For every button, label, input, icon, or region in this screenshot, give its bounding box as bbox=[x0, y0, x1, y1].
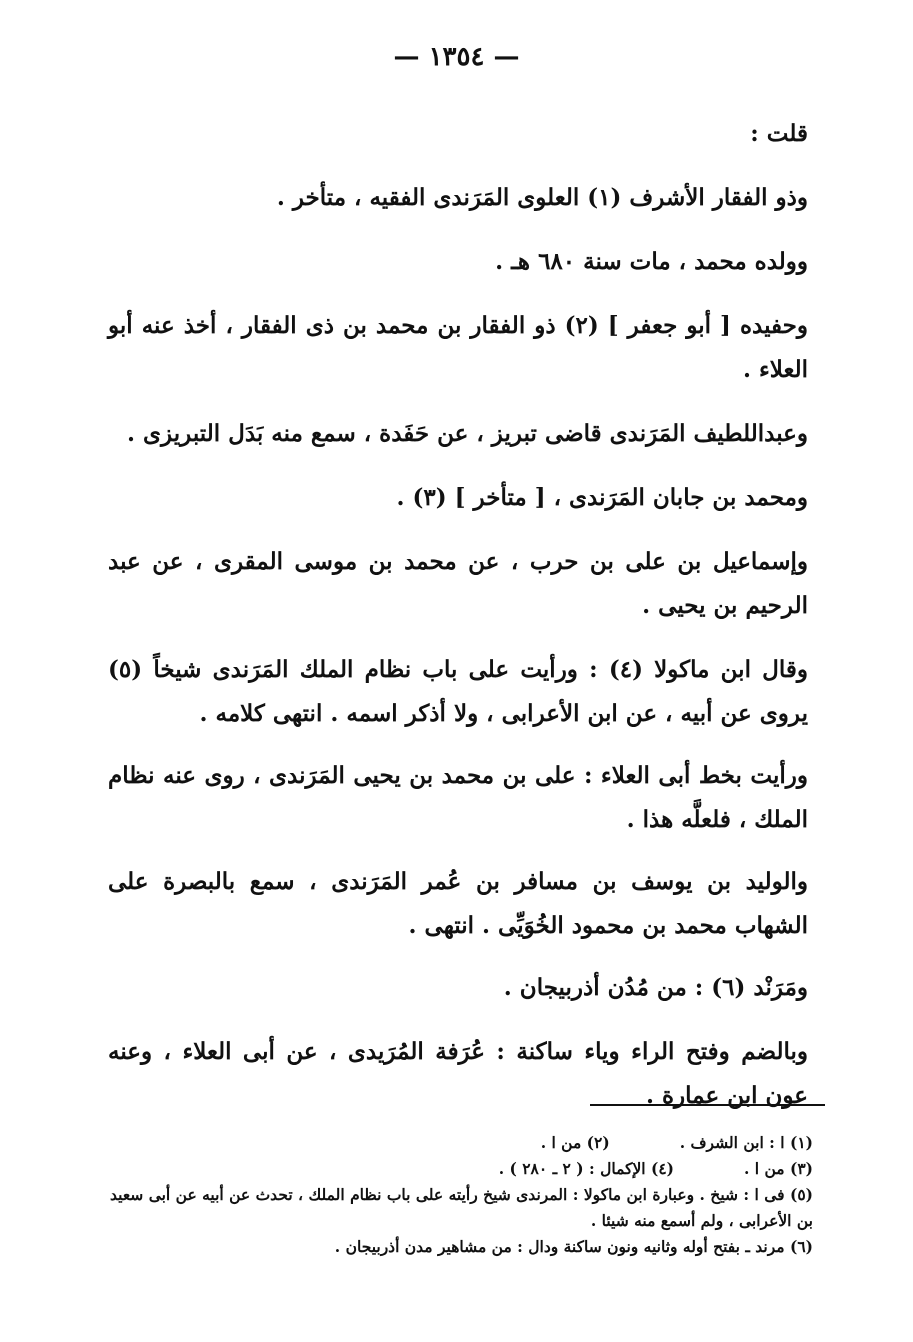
paragraph: ومَرَنْد (٦) : من مُدُن أذربيجان . bbox=[503, 974, 808, 1001]
paragraph: وقال ابن ماكولا (٤) : ورأيت على باب نظام الملك المَرَندى شيخاً (٥) يروى عن أبيه ، عن ابن الأعرابى ، ولا أذكر اسمه . انتهى كلامه . bbox=[108, 656, 808, 727]
paragraph: وبالضم وفتح الراء وياء ساكنة : عُرَفة المُرَيدى ، عن أبى العلاء ، وعنه عون ابن عمارة . bbox=[108, 1038, 808, 1109]
footnote-5: (٥) فى ا : شيخ . وعبارة ابن ماكولا : المرندى شيخ رأيته على باب نظام الملك ، تحدث عن أبيه عن أبى سعيد بن الأعرابى ، ولم أسمع منه شيئا . bbox=[110, 1185, 813, 1230]
paragraph: والوليد بن يوسف بن مسافر بن عُمر المَرَندى ، سمع بالبصرة على الشهاب محمد بن محمود الخُوَيِّى . انتهى . bbox=[108, 868, 808, 939]
footnote-1: (١) ا : ابن الشرف . bbox=[679, 1133, 813, 1152]
footnote-4: (٤) الإكمال : ( ٢ ـ ٢٨٠ ) . bbox=[498, 1159, 674, 1178]
paragraph: وولده محمد ، مات سنة ٦٨٠ هـ . bbox=[495, 248, 808, 275]
footnote-line bbox=[110, 1156, 813, 1182]
paragraph: وعبداللطيف المَرَندى قاضى تبريز ، عن حَفَدة ، سمع منه بَدَل التبريزى . bbox=[127, 420, 808, 447]
footnotes bbox=[110, 1130, 813, 1260]
paragraph: ورأيت بخط أبى العلاء : على بن محمد بن يحيى المَرَندى ، روى عنه نظام الملك ، فلعلَّه هذا . bbox=[108, 762, 808, 833]
footnote-6: (٦) مرند ـ بفتح أوله وثانيه ونون ساكنة ودال : من مشاهير مدن أذربيجان . bbox=[334, 1237, 813, 1256]
paragraph: ومحمد بن جابان المَرَندى ، [ متأخر ] (٣) . bbox=[396, 484, 808, 511]
footnote-2: (٢) من ا . bbox=[540, 1133, 610, 1152]
footnote-line bbox=[110, 1130, 813, 1156]
paragraph: وحفيده [ أبو جعفر ] (٢) ذو الفقار بن محمد بن ذى الفقار ، أخذ عنه أبو العلاء . bbox=[108, 312, 808, 383]
paragraph: وذو الفقار الأشرف (١) العلوى المَرَندى الفقيه ، متأخر . bbox=[276, 184, 808, 211]
footnote-3: (٣) من ا . bbox=[744, 1159, 813, 1178]
footnote-divider bbox=[590, 1104, 825, 1106]
paragraph: وإسماعيل بن على بن حرب ، عن محمد بن موسى المقرى ، عن عبد الرحيم بن يحيى . bbox=[108, 548, 808, 619]
page-number: — ١٣٥٤ — bbox=[393, 42, 520, 72]
paragraph: قلت : bbox=[750, 120, 808, 147]
main-text bbox=[108, 112, 808, 1138]
